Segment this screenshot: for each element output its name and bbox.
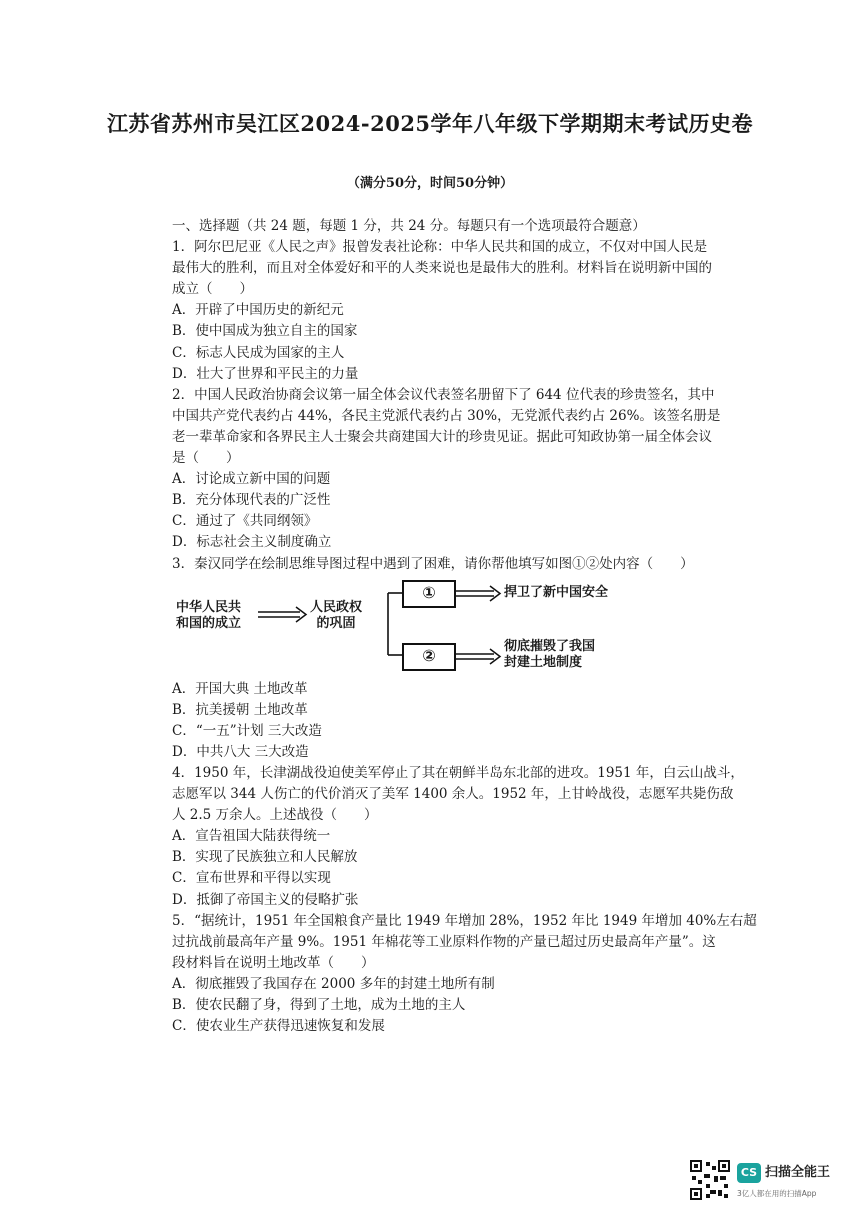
- option-b: B．抗美援朝 土地改革: [172, 701, 308, 718]
- page-subtitle: （满分50分，时间50分钟）: [346, 176, 514, 191]
- mind-map-center-line: 人民政权: [310, 599, 363, 615]
- question-text-line: 3．秦汉同学在绘制思维导图过程中遇到了困难，请你帮他填写如图①②处内容（ ）: [172, 555, 694, 572]
- option-d: D．抵御了帝国主义的侵略扩张: [172, 891, 359, 908]
- option-d: D．标志社会主义制度确立: [172, 534, 332, 551]
- mind-map-start-line: 和国的成立: [176, 615, 242, 631]
- mind-map-start-line: 中华人民共: [176, 599, 242, 615]
- option-c: C．标志人民成为国家的主人: [172, 344, 345, 361]
- option-c: C．“一五”计划 三大改造: [172, 722, 322, 739]
- option-b: B．使农民翻了身，得到了土地，成为土地的主人: [172, 997, 466, 1013]
- mind-map-result-1: 捍卫了新中国安全: [504, 584, 609, 600]
- question-text-line: 段材料旨在说明土地改革（ ）: [172, 954, 375, 971]
- brand-name: 扫描全能王: [765, 1165, 831, 1180]
- option-a: A．开国大典 土地改革: [172, 680, 308, 697]
- exam-content: [172, 216, 757, 1037]
- option-b: B．实现了民族独立和人民解放: [172, 849, 358, 866]
- question-text-line: 志愿军以 344 人伤亡的代价消灭了美军 1400 余人。1952 年，上甘岭战役，志愿军共毙伤敌: [172, 786, 734, 803]
- question-text-line: 4．1950 年，长津湖战役迫使美军停止了其在朝鲜半岛东北部的进攻。1951 年，白云山战斗，: [172, 764, 744, 781]
- mind-map-result-2: [504, 639, 595, 671]
- question-4: [172, 763, 744, 911]
- page-title: 江苏省苏州市吴江区2024-2025学年八年级下学期期末考试历史卷: [106, 111, 754, 136]
- brand-slogan: 3亿人都在用的扫描App: [737, 1189, 817, 1198]
- question-text-line: 老一辈革命家和各界民主人士聚会共商建国大计的珍贵见证。据此可知政协第一届全体会议: [172, 428, 712, 445]
- option-a: A．讨论成立新中国的问题: [172, 471, 331, 488]
- option-d: D．中共八大 三大改造: [172, 743, 309, 760]
- question-5: [172, 911, 757, 1038]
- option-a: A．彻底摧毁了我国存在 2000 多年的封建土地所有制: [172, 975, 495, 992]
- mind-map-blank-box-2: ②: [402, 643, 456, 671]
- camscanner-logo-icon: CS: [737, 1163, 761, 1183]
- question-1: [172, 237, 712, 385]
- option-b: B．充分体现代表的广泛性: [172, 492, 331, 509]
- option-a: A．开辟了中国历史的新纪元: [172, 302, 344, 319]
- mind-map-center-line: 的巩固: [316, 615, 356, 631]
- question-text-line: 中国共产党代表约占 44%，各民主党派代表约占 30%，无党派代表约占 26%。该签名册是: [172, 407, 721, 424]
- question-2: [172, 385, 721, 554]
- question-text-line: 成立（ ）: [172, 281, 253, 298]
- question-text-line: 1．阿尔巴尼亚《人民之声》报曾发表社论称：中华人民共和国的成立，不仅对中国人民是: [172, 239, 708, 256]
- option-c: C．通过了《共同纲领》: [172, 513, 318, 530]
- question-3: [172, 554, 692, 763]
- option-a: A．宣告祖国大陆获得统一: [172, 828, 331, 845]
- option-b: B．使中国成为独立自主的国家: [172, 323, 358, 340]
- option-d: D．壮大了世界和平民主的力量: [172, 365, 359, 382]
- mind-map-blank-box-1: ①: [402, 580, 456, 608]
- question-text-line: 最伟大的胜利，而且对全体爱好和平的人类来说也是最伟大的胜利。材料旨在说明新中国的: [172, 260, 712, 277]
- question-text-line: 5．“据统计，1951 年全国粮食产量比 1949 年增加 28%，1952 年比 1949 年增加 40%左右超: [172, 912, 757, 929]
- question-text-line: 过抗战前最高年产量 9%。1951 年棉花等工业原料作物的产量已超过历史最高年产量”。这: [172, 933, 716, 950]
- mind-map-result-2-line: 封建土地制度: [504, 654, 583, 670]
- mind-map-start-node: [176, 600, 241, 632]
- option-c: C．宣布世界和平得以实现: [172, 870, 331, 887]
- mind-map-result-2-line: 彻底摧毁了我国: [504, 638, 596, 654]
- section-heading: 一、选择题（共 24 题，每题 1 分，共 24 分。每题只有一个选项最符合题意）: [172, 218, 646, 234]
- question-text-line: 是（ ）: [172, 450, 240, 467]
- mind-map-center-node: [310, 600, 362, 632]
- question-text-line: 人 2.5 万余人。上述战役（ ）: [172, 807, 378, 824]
- option-c: C．使农业生产获得迅速恢复和发展: [172, 1018, 385, 1035]
- question-text-line: 2．中国人民政治协商会议第一届全体会议代表签名册留下了 644 位代表的珍贵签名，其中: [172, 386, 715, 403]
- mind-map-diagram: [172, 579, 672, 675]
- qr-code-icon: [690, 1160, 730, 1200]
